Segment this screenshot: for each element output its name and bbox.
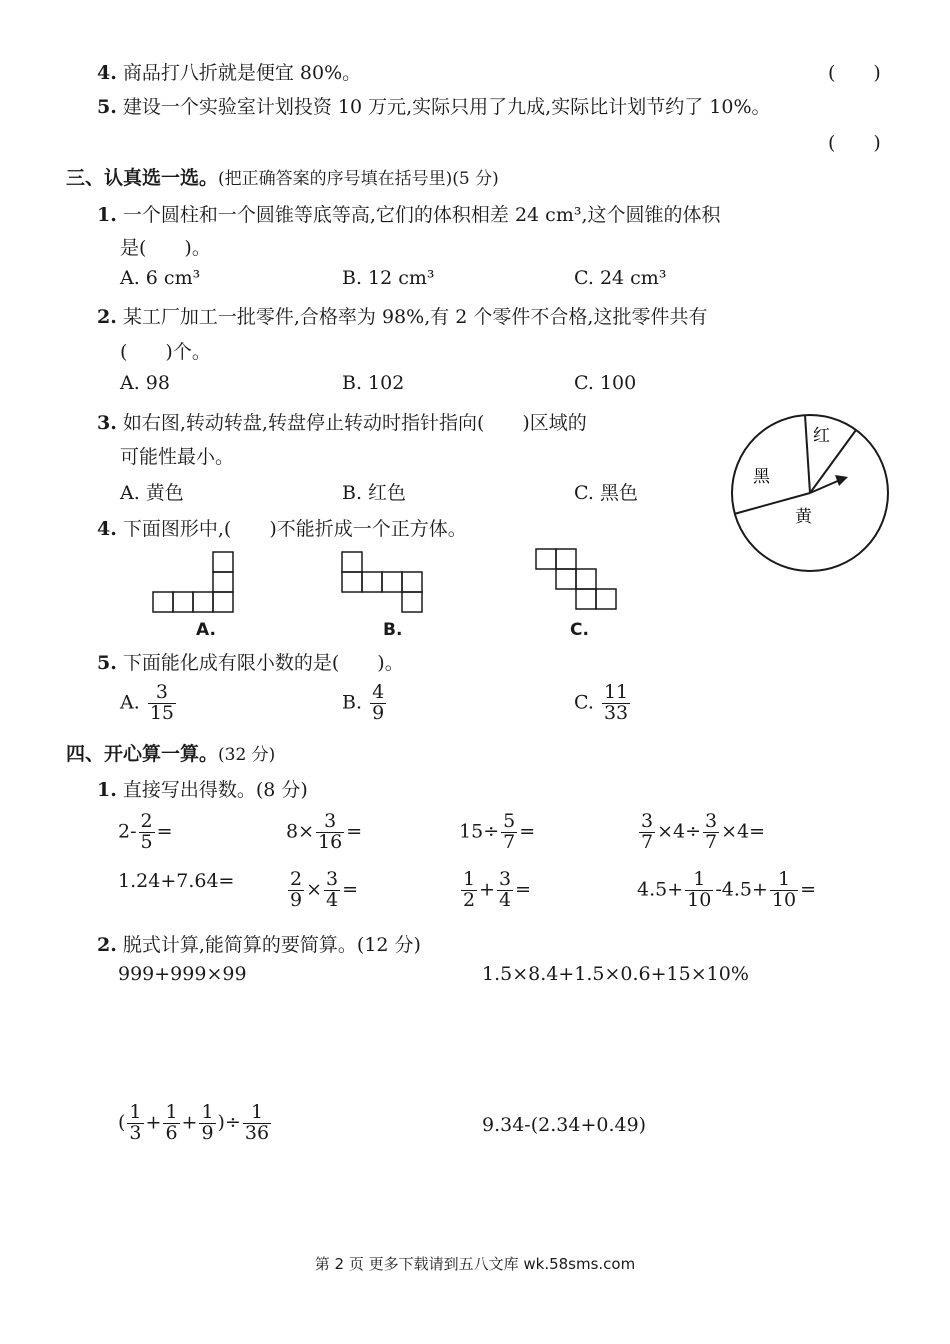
q-number: 4. [97,518,117,540]
q-text: 下面能化成有限小数的是( )。 [122,652,404,674]
label-red: 红 [813,426,830,446]
choice-q5 [97,648,404,675]
option-label: C. [574,691,594,714]
section-4-header [66,739,275,766]
option-b[interactable]: B. 红色 [342,482,407,504]
calc-expr[interactable]: 1.24+7.64= [118,870,235,892]
calc-expr[interactable]: 15÷ $\frac{5}{7}$ = [459,810,536,853]
judge-q4 [97,58,361,85]
calc-expr[interactable]: $\frac{1}{2}$ + $\frac{3}{4}$ = [463,868,532,911]
net-c[interactable] [535,547,621,613]
spinner-divider [805,415,810,493]
q-number: 2. [97,934,117,956]
choice-q1 [97,200,721,227]
net-a[interactable] [152,550,238,614]
section-3-header [66,163,499,190]
q-text: 一个圆柱和一个圆锥等底等高,它们的体积相差 24 cm³,这个圆锥的体积 [122,204,721,226]
option-label: A. [120,691,140,714]
spinner-figure [725,408,895,578]
judge-q5 [97,92,771,119]
calc-expr[interactable]: 1.5×8.4+1.5×0.6+15×10% [482,963,749,985]
option-b[interactable]: B. 12 cm³ [342,267,435,289]
section-title: 四、开心算一算。 [66,743,219,765]
calc-expr[interactable]: 999+999×99 [118,963,247,985]
q-text-cont: 可能性最小。 [120,446,235,468]
q-text: 脱式计算,能简算的要简算。(12 分) [122,934,421,956]
calc-expr[interactable]: 4.5+ $\frac{1}{10}$ -4.5+ $\frac{1}{10}$ = [637,868,816,911]
choice-q4 [97,514,467,541]
label-yellow: 黄 [795,507,812,527]
calc-expr[interactable]: $\frac{3}{7}$ ×4÷ $\frac{3}{7}$ ×4= [641,810,766,853]
calc-expr[interactable]: 9.34-(2.34+0.49) [482,1114,647,1136]
q-text-cont: 是( )。 [120,237,211,259]
calc-expr[interactable]: 2- $\frac{2}{5}$ = [118,810,173,853]
calc-q2 [97,930,421,957]
q-number: 1. [97,779,117,801]
net-a-label[interactable]: A. [196,620,216,640]
q-text: 某工厂加工一批零件,合格率为 98%,有 2 个零件不合格,这批零件共有 [122,306,708,328]
q-number: 2. [97,306,117,328]
q-number: 4. [97,62,117,84]
calc-expr[interactable]: 8× $\frac{3}{16}$ = [286,810,363,853]
section-note: (32 分) [218,745,276,765]
net-b-label[interactable]: B. [383,620,403,640]
choice-q2 [97,302,707,329]
calc-expr[interactable]: ( $\frac{1}{3}$ + $\frac{1}{6}$ + $\frac{1}{9}$ )÷ $\frac{1}{36}$ [118,1101,270,1144]
option-c[interactable]: C. 24 cm³ [574,267,667,289]
net-c-label[interactable]: C. [570,620,589,640]
choice-q3 [97,408,587,435]
q-text: 商品打八折就是便宜 80%。 [122,62,362,84]
option-c[interactable]: C. 100 [574,372,637,394]
q-number: 5. [97,96,117,118]
q-text: 下面图形中,( )不能折成一个正方体。 [122,518,467,540]
q-text: 如右图,转动转盘,转盘停止转动时指针指向( )区域的 [122,412,587,434]
option-a[interactable]: A. 6 cm³ [120,267,201,289]
fraction: $\frac{11}{33}$ [603,681,629,724]
option-label: B. [342,691,363,714]
page-footer: 第 2 页 更多下载请到五八文库 wk.58sms.com [314,1255,636,1273]
option-b[interactable] [342,683,388,724]
answer-paren[interactable]: ( ) [828,62,881,84]
net-b[interactable] [341,550,427,614]
option-b[interactable]: B. 102 [342,372,405,394]
option-a[interactable] [120,683,178,724]
fraction: $\frac{4}{9}$ [372,681,385,724]
q-number: 5. [97,652,117,674]
option-a[interactable]: A. 黄色 [120,482,184,504]
calc-expr[interactable]: $\frac{2}{9}$ × $\frac{3}{4}$ = [290,868,359,911]
q-number: 3. [97,412,117,434]
option-a[interactable]: A. 98 [120,372,170,394]
answer-paren[interactable]: ( ) [828,132,881,154]
q-text: 建设一个实验室计划投资 10 万元,实际只用了九成,实际比计划节约了 10%。 [122,96,771,118]
section-note: (把正确答案的序号填在括号里)(5 分) [218,169,499,189]
fraction: $\frac{3}{15}$ [149,681,174,724]
calc-q1 [97,775,308,802]
q-number: 1. [97,204,117,226]
section-title: 三、认真选一选。 [66,167,219,189]
q-text-cont: ( )个。 [120,341,211,363]
q-text: 直接写出得数。(8 分) [122,779,308,801]
option-c[interactable]: C. 黑色 [574,482,638,504]
label-black: 黑 [753,467,770,487]
option-c[interactable] [574,683,632,724]
